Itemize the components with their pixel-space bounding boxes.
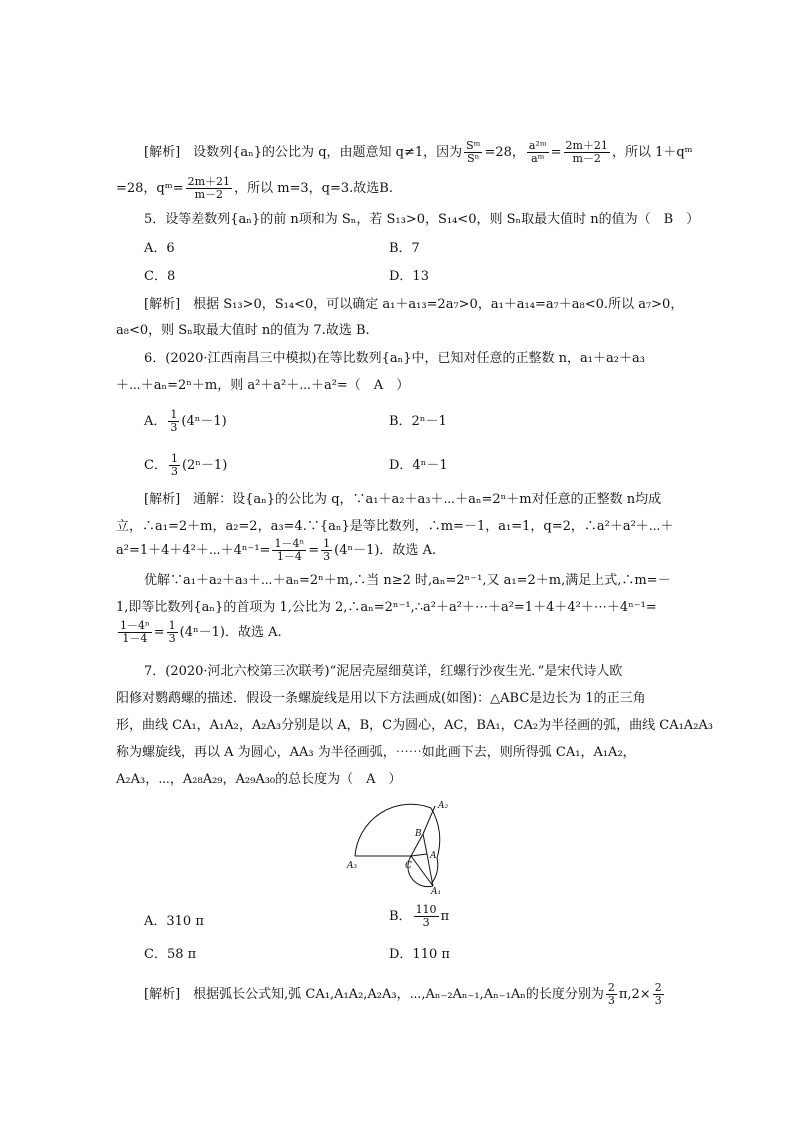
fraction	[653, 982, 664, 1007]
q4-analysis-line1: [解析] 设数列{aₙ}的公比为 q，由题意知 q≠1，因为 $\frac{\text{Sᵐ}}{\text{Sⁿ}}$ =28， $\frac{\text{a²ᵐ}}{\text{aᵐ}}$ = $\frac{2m+21}{m-2}$ ，所以 1＋qᵐ	[144, 139, 693, 165]
q6-option-d: D．4ⁿ－1	[389, 458, 448, 473]
den: 3	[170, 421, 178, 434]
q7-option-a: A．310 π	[144, 914, 204, 929]
den: 1－4	[276, 550, 302, 563]
num: Sᵐ	[466, 139, 481, 152]
q5-analysis-line2: a₈<0，则 Sₙ取最大值时 n的值为 7.故选 B.	[116, 323, 370, 338]
num: 1	[170, 408, 178, 421]
fraction	[414, 904, 439, 929]
num: 2m＋21	[187, 175, 231, 188]
text: B．	[389, 909, 412, 924]
num: a²ᵐ	[528, 139, 547, 152]
label-a: A	[430, 851, 437, 861]
den: 3	[607, 994, 615, 1007]
fraction	[564, 140, 610, 165]
triangle-side-ba	[423, 834, 427, 854]
fraction	[169, 453, 180, 478]
fraction	[168, 409, 179, 434]
text: =28，qᵐ=	[116, 181, 184, 196]
num: 110	[415, 903, 437, 916]
text: a²=1＋4＋4²＋⋯＋4ⁿ⁻¹=	[116, 543, 271, 558]
text: =28，	[484, 145, 525, 160]
text: (4ⁿ－1)．故选 A.	[334, 543, 437, 558]
den: aᵐ	[531, 152, 545, 165]
fraction	[167, 620, 178, 645]
fraction	[321, 538, 332, 563]
text: ，所以 m=3，q=3.故选B.	[234, 181, 393, 196]
text: =	[308, 543, 320, 558]
fraction	[272, 538, 306, 563]
q6-analysis-line2: 立，∴a₁=2＋m，a₂=2，a₃=4.∵{aₙ}是等比数列，∴m=－1，a₁=1，q=2，∴a²＋a²＋⋯＋	[116, 519, 674, 534]
text: [解析] 设数列{aₙ}的公比为 q，由题意知 q≠1，因为	[144, 145, 463, 160]
text: ，所以 1＋qᵐ	[611, 145, 693, 160]
q5-option-b: B．7	[389, 241, 420, 256]
q6-option-c	[144, 453, 227, 478]
den: 3	[323, 550, 331, 563]
fraction	[527, 140, 549, 165]
num: 2	[654, 981, 662, 994]
q6-better-solution-line2: 1,即等比数列{aₙ}的首项为 1,公比为 2,∴aₙ=2ⁿ⁻¹,∴a²＋a²＋⋯＋a²=1＋4＋4²＋⋯＋4ⁿ⁻¹=	[116, 600, 657, 615]
text: π,2×	[618, 987, 651, 1002]
q7-stem-line2: 阳修对鹦鹉螺的描述．假设一条螺旋线是用以下方法画成(如图)：△ABC是边长为 1的正三角	[116, 691, 646, 706]
q7-analysis-line1	[144, 982, 666, 1007]
q6-analysis-line3	[116, 538, 436, 563]
text: C．	[144, 458, 167, 473]
q4-analysis-line2	[116, 176, 393, 201]
spiral-diagram	[345, 796, 475, 896]
label-c: C	[405, 861, 412, 871]
label-a1: A₁	[431, 887, 442, 896]
fraction	[606, 982, 617, 1007]
text: π	[440, 909, 450, 924]
text: =	[153, 625, 165, 640]
num: 1－4ⁿ	[274, 537, 305, 550]
num: 2	[607, 981, 615, 994]
q7-stem-line3: 形，曲线 CA₁，A₁A₂，A₂A₃分别是以 A，B，C为圆心，AC，BA₁，CA₂为半径画的弧，曲线 CA₁A₂A₃	[116, 718, 714, 733]
text: [解析] 根据弧长公式知,弧 CA₁,A₁A₂,A₂A₃，⋯,Aₙ₋₂Aₙ₋₁,Aₙ₋₁Aₙ的长度分别为	[144, 987, 604, 1002]
den: m－2	[194, 188, 224, 201]
den: 3	[422, 916, 430, 929]
num: 1	[323, 537, 331, 550]
label-a2: A₂	[438, 801, 449, 811]
den: 1－4	[122, 632, 148, 645]
q7-option-d: D．110 π	[389, 947, 450, 962]
den: 3	[654, 994, 662, 1007]
q7-stem-line1: 7．(2020·河北六校第三次联考)“泥居壳屋细莫详，红螺行沙夜生光．”是宋代诗人欧	[144, 664, 623, 679]
fraction	[464, 140, 482, 165]
text: A．	[144, 414, 167, 429]
den: 3	[168, 632, 176, 645]
q5-option-a: A．6	[144, 241, 175, 256]
num: 1－4ⁿ	[120, 619, 150, 632]
q6-analysis-line1: [解析] 通解：设{aₙ}的公比为 q，∵a₁＋a₂＋a₃＋⋯＋aₙ=2ⁿ＋m对任意的正整数 n均成	[144, 492, 662, 507]
triangle-side-ca	[411, 854, 427, 856]
text: (4ⁿ－1)	[181, 414, 227, 429]
label-b: B	[415, 829, 422, 839]
num: 2m＋21	[565, 139, 608, 152]
text: (4ⁿ－1)．故选 A.	[179, 625, 282, 640]
spiral-figure	[345, 796, 475, 896]
q7-option-b	[389, 904, 449, 929]
q6-option-a	[144, 409, 227, 434]
q6-better-solution-line1: 优解∵a₁＋a₂＋a₃＋⋯＋aₙ=2ⁿ＋m,∴当 n≥2 时,aₙ=2ⁿ⁻¹,又 a₁=2＋m,满足上式,∴m=－	[144, 573, 671, 588]
spiral-arc-outer	[355, 804, 440, 884]
den: Sⁿ	[467, 152, 480, 165]
den: m－2	[572, 152, 601, 165]
q5-option-c: C．8	[144, 269, 176, 284]
q6-stem-line2: ＋⋯＋aₙ=2ⁿ＋m，则 a²＋a²＋⋯＋a²=（ A ）	[116, 378, 410, 393]
q7-stem-line4: 称为螺旋线，再以 A 为圆心，AA₃ 为半径画弧，⋯⋯如此画下去，则所得弧 CA₁，A₁A₂，	[116, 745, 636, 760]
fraction	[118, 620, 152, 645]
fraction	[186, 176, 232, 201]
den: 3	[170, 465, 178, 478]
q7-option-c: C．58 π	[144, 947, 197, 962]
q6-better-solution-line3	[116, 620, 282, 645]
line-b-a2	[423, 806, 435, 834]
text: (2ⁿ－1)	[181, 458, 228, 473]
q5-option-d: D．13	[389, 269, 429, 284]
q5-stem: 5．设等差数列{aₙ}的前 n项和为 Sₙ，若 S₁₃>0，S₁₄<0，则 Sₙ取最大值时 n的值为（ B ）	[144, 212, 700, 227]
q5-analysis-line1: [解析] 根据 S₁₃>0，S₁₄<0，可以确定 a₁＋a₁₃=2a₇>0，a₁＋a₁₄=a₇＋a₈<0.所以 a₇>0，	[144, 297, 684, 312]
num: 1	[170, 452, 178, 465]
num: 1	[168, 619, 176, 632]
q6-stem-line1: 6．(2020·江西南昌三中模拟)在等比数列{aₙ}中，已知对任意的正整数 n，a₁＋a₂＋a₃	[144, 351, 645, 366]
q6-option-b: B．2ⁿ－1	[389, 414, 447, 429]
q7-stem-line5: A₂A₃，⋯，A₂₈A₂₉，A₂₉A₃₀的总长度为（ A ）	[116, 772, 402, 787]
label-a3: A₃	[347, 861, 358, 871]
